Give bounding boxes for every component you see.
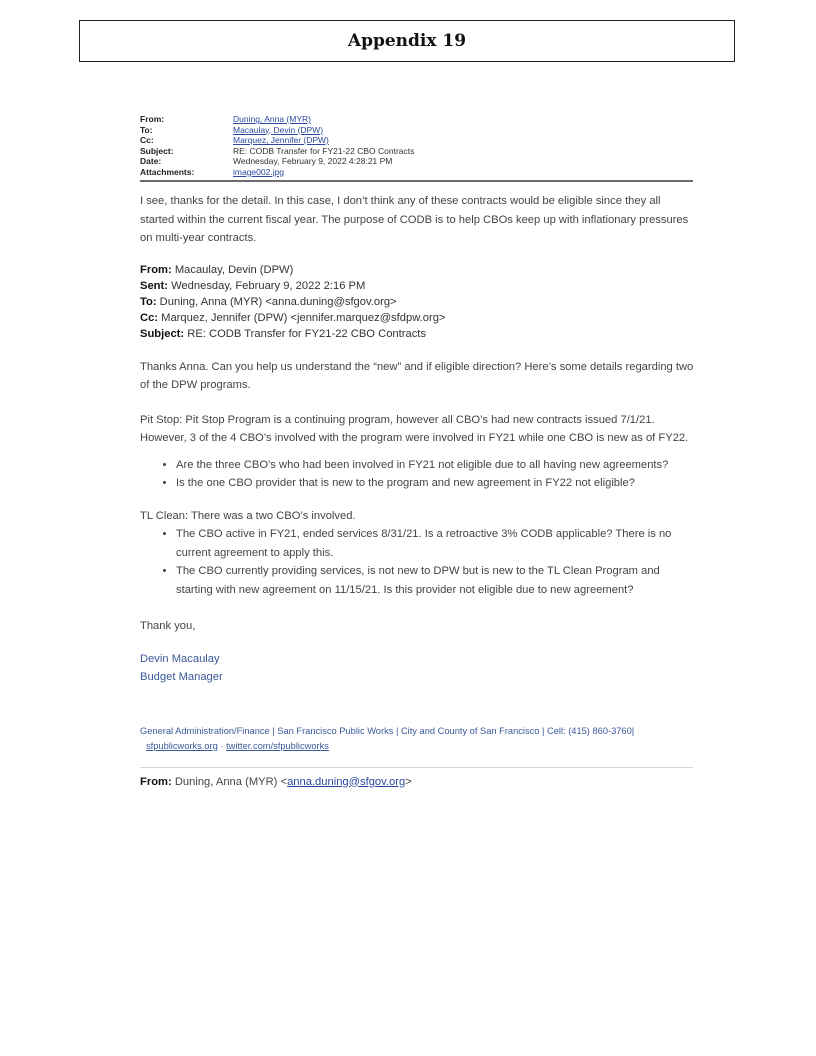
- header-from-row: [140, 114, 696, 125]
- tlclean-paragraph: TL Clean: There was a two CBO’s involved.: [140, 509, 356, 522]
- email-body: [140, 192, 696, 791]
- header-cc-label: Cc:: [140, 135, 154, 145]
- header-cc-row: [140, 135, 696, 146]
- fwd-from-row: [140, 262, 696, 278]
- signature: [140, 650, 696, 686]
- header-subject-row: [140, 146, 696, 157]
- footer-contact-line: General Administration/Finance | San Francisco Public Works | City and County of San Francisco | Cell: (415) 860-3760|: [140, 725, 635, 736]
- fwd-cc-value: Marquez, Jennifer (DPW) <jennifer.marquez@sfdpw.org>: [161, 311, 446, 324]
- header-from-label: From:: [140, 114, 165, 124]
- header-attachments-label: Attachments:: [140, 166, 195, 177]
- header-attachments-row: [140, 167, 696, 178]
- header-from-link[interactable]: Duning, Anna (MYR): [233, 114, 311, 124]
- earlier-from-name: Duning, Anna (MYR) <: [174, 775, 288, 788]
- fwd-from-value: Macaulay, Devin (DPW): [174, 263, 294, 276]
- fwd-cc-label: Cc:: [140, 311, 159, 324]
- pitstop-paragraph: Pit Stop: Pit Stop Program is a continuing program, however all CBO’s had new contracts issued 7/1/21. However, 3 of the 4 CBO’s involved with the program were involved in FY21 while one CBO is new as of FY22.: [140, 413, 689, 444]
- website-link[interactable]: sfpublicworks.org: [146, 741, 218, 751]
- pitstop-bullet-list: [140, 456, 696, 493]
- fwd-to-label: To:: [140, 295, 157, 308]
- header-cc-link[interactable]: Marquez, Jennifer (DPW): [233, 135, 329, 145]
- earlier-message-divider: [140, 767, 693, 768]
- fwd-to-value: Duning, Anna (MYR) <anna.duning@sfgov.org>: [159, 295, 397, 308]
- pitstop-bullet-item: • Is the one CBO provider that is new to the program and new agreement in FY22 not eligible?: [176, 474, 696, 493]
- header-date-row: [140, 156, 696, 167]
- earlier-from-email-link[interactable]: anna.duning@sfgov.org: [287, 775, 406, 788]
- header-divider: [140, 180, 693, 182]
- header-to-link[interactable]: Macaulay, Devin (DPW): [233, 124, 324, 135]
- header-date-label: Date:: [140, 156, 162, 166]
- appendix-title: Appendix 19: [347, 31, 467, 51]
- closing-thanks: Thank you,: [140, 620, 196, 632]
- email-document: [140, 114, 696, 791]
- fwd-sent-label: Sent:: [140, 279, 168, 292]
- header-subject-value: RE: CODB Transfer for FY21-22 CBO Contracts: [233, 145, 415, 156]
- tlclean-bullet-item: • The CBO currently providing services, is not new to DPW but is new to the TL Clean Program and starting with new agreement on 11/15/21. Is this provider not eligible due to new agreement?: [176, 562, 696, 599]
- fwd-cc-row: [140, 310, 696, 326]
- fwd-to-row: [140, 294, 696, 310]
- header-to-row: [140, 125, 696, 136]
- signature-footer: [140, 724, 696, 755]
- header-to-label: To:: [140, 124, 153, 135]
- fwd-from-label: From:: [140, 263, 172, 276]
- pitstop-bullet-item: • Are the three CBO’s who had been involved in FY21 not eligible due to all having new agreements?: [176, 456, 696, 475]
- attachment-link[interactable]: image002.jpg: [233, 166, 285, 177]
- twitter-link[interactable]: twitter.com/sfpublicworks: [226, 741, 329, 751]
- footer-link-separator: ·: [217, 741, 227, 751]
- tlclean-bullet-list: [140, 525, 696, 599]
- appendix-header: [79, 20, 735, 62]
- earlier-from-close: >: [405, 775, 412, 788]
- tlclean-bullet-item: • The CBO active in FY21, ended services 8/31/21. Is a retroactive 3% CODB applicable? There is no current agreement to apply this.: [176, 525, 696, 562]
- forwarded-header: [140, 262, 696, 342]
- email-header: [140, 114, 696, 182]
- earlier-from-row: [140, 773, 696, 792]
- header-date-value: Wednesday, February 9, 2022 4:28:21 PM: [233, 156, 393, 166]
- fwd-subject-row: [140, 326, 696, 342]
- signature-name: Devin Macaulay: [140, 652, 220, 665]
- fwd-subject-value: RE: CODB Transfer for FY21-22 CBO Contracts: [187, 327, 426, 340]
- intro-paragraph: Thanks Anna. Can you help us understand the “new” and if eligible direction? Here’s some details regarding two of the DPW programs.: [140, 360, 694, 391]
- header-subject-label: Subject:: [140, 145, 174, 156]
- fwd-sent-row: [140, 278, 696, 294]
- reply-paragraph: I see, thanks for the detail. In this case, I don’t think any of these contracts would be eligible since they all started within the current fiscal year. The purpose of CODB is to help CBOs keep up with inflationary pressures on multi-year contracts.: [140, 195, 689, 244]
- footer-links: [146, 739, 696, 755]
- earlier-from-label: From:: [140, 775, 172, 788]
- fwd-sent-value: Wednesday, February 9, 2022 2:16 PM: [171, 279, 366, 292]
- signature-title: Budget Manager: [140, 670, 223, 683]
- fwd-subject-label: Subject:: [140, 327, 185, 340]
